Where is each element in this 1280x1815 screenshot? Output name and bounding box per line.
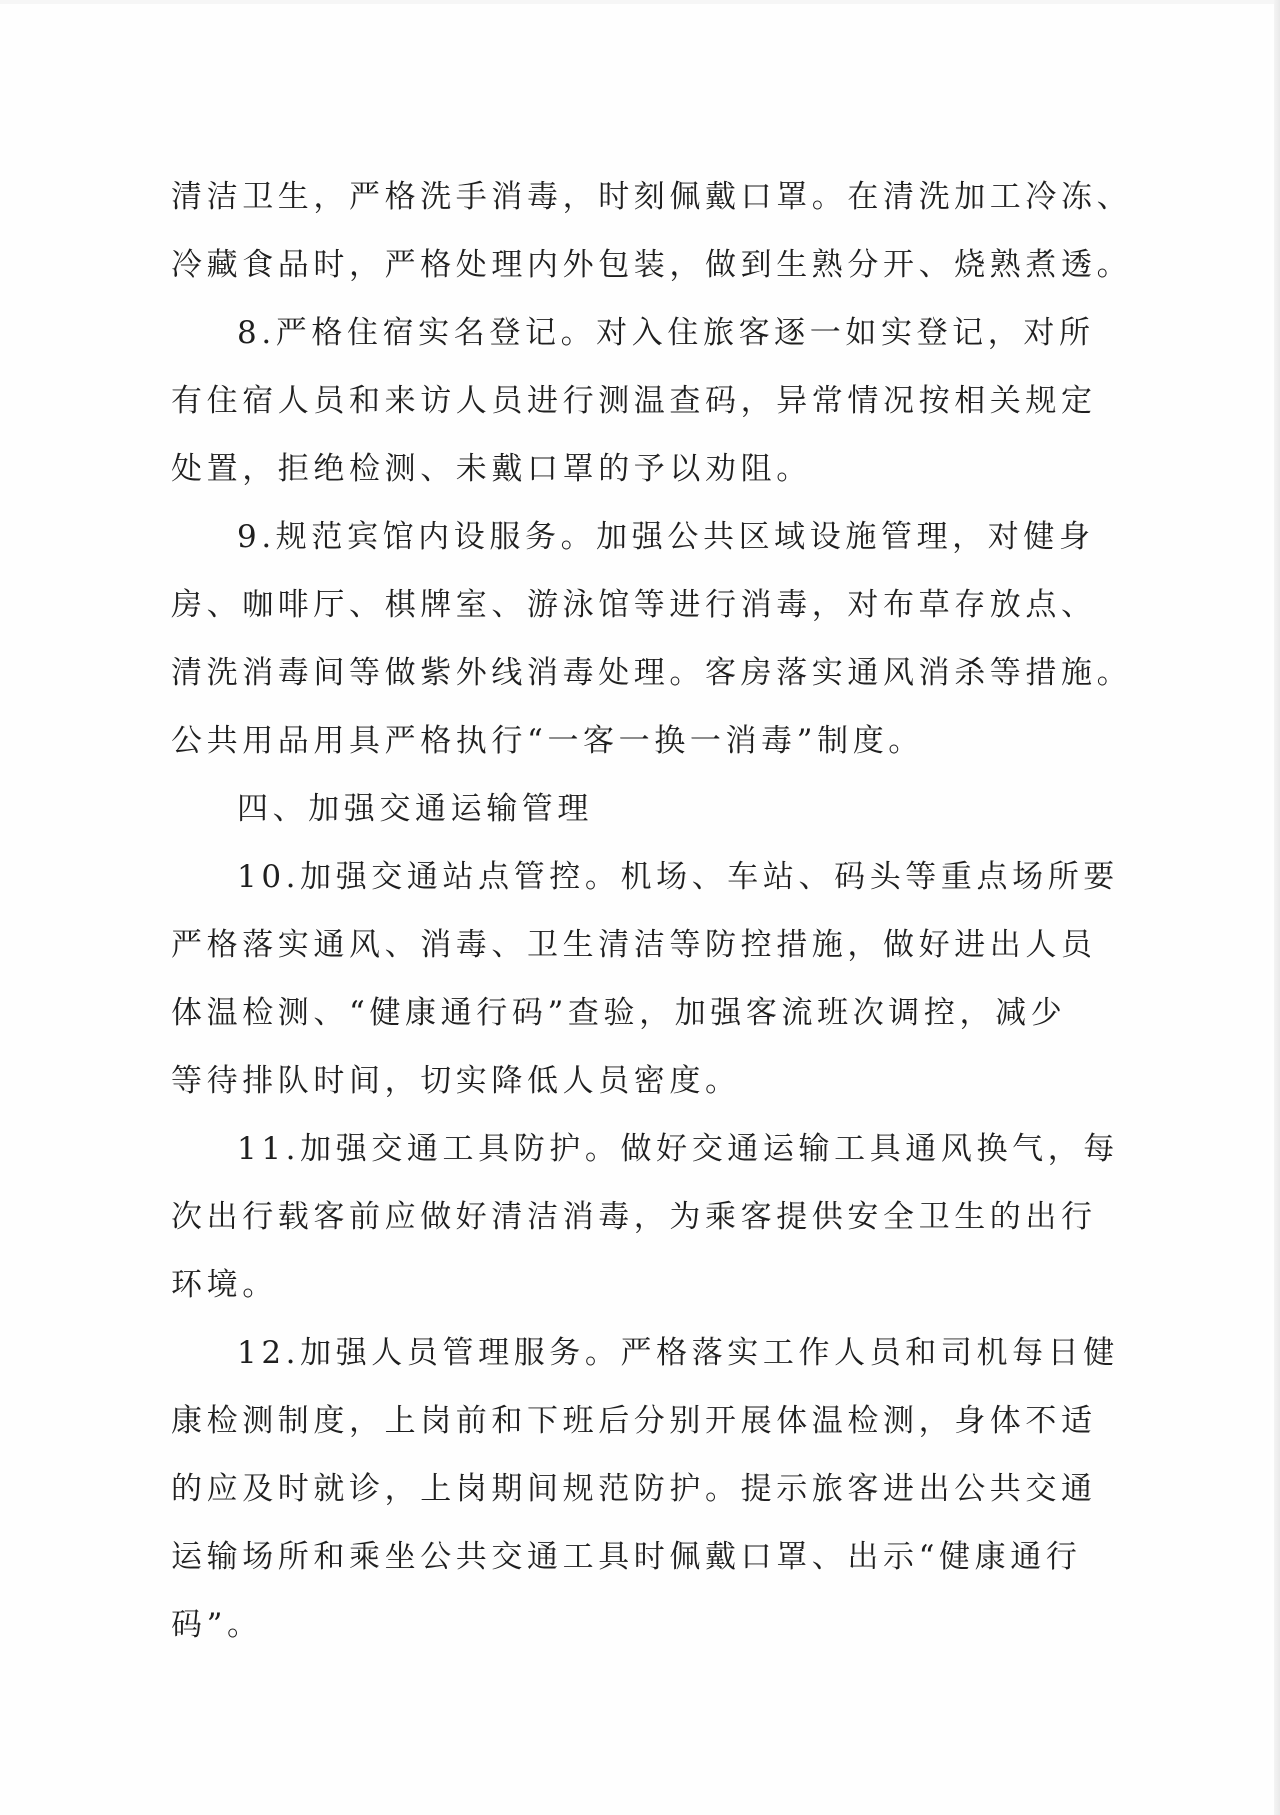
text-line: 10.加强交通站点管控。机场、车站、码头等重点场所要 [237,859,1119,895]
text-line: 环境。 [171,1267,278,1303]
text-line: 等待排队时间，切实降低人员密度。 [171,1063,741,1099]
text-line: 8.严格住宿实名登记。对入住旅客逐一如实登记，对所 [237,315,1095,351]
text-line: 处置，拒绝检测、未戴口罩的予以劝阻。 [171,451,812,487]
text-line: 严格落实通风、消毒、卫生清洁等防控措施，做好进出人员 [171,927,1097,963]
text-line: 有住宿人员和来访人员进行测温查码，异常情况按相关规定 [171,383,1097,419]
text-line: 体温检测、“健康通行码”查验，加强客流班次调控，减少 [171,995,1067,1031]
text-line: 码”。 [171,1607,263,1643]
text-line: 房、咖啡厅、棋牌室、游泳馆等进行消毒，对布草存放点、 [171,587,1097,623]
text-line: 运输场所和乘坐公共交通工具时佩戴口罩、出示“健康通行 [171,1539,1082,1575]
document-body [171,163,1133,1659]
text-line: 清洗消毒间等做紫外线消毒处理。客房落实通风消杀等措施。 [171,655,1133,691]
text-line: 四、加强交通运输管理 [237,791,593,827]
text-line: 公共用品用具严格执行“一客一换一消毒”制度。 [171,723,924,759]
text-line: 11.加强交通工具防护。做好交通运输工具通风换气，每 [237,1131,1119,1167]
text-line: 清洁卫生，严格洗手消毒，时刻佩戴口罩。在清洗加工冷冻、 [171,179,1133,215]
text-line: 次出行载客前应做好清洁消毒，为乘客提供安全卫生的出行 [171,1199,1097,1235]
page-right-edge [1274,0,1280,1815]
page-top-edge [0,0,1280,4]
text-line: 康检测制度，上岗前和下班后分别开展体温检测，身体不适 [171,1403,1097,1439]
text-line: 9.规范宾馆内设服务。加强公共区域设施管理，对健身 [237,519,1095,555]
text-line: 的应及时就诊，上岗期间规范防护。提示旅客进出公共交通 [171,1471,1097,1507]
text-line: 冷藏食品时，严格处理内外包装，做到生熟分开、烧熟煮透。 [171,247,1133,283]
text-line: 12.加强人员管理服务。严格落实工作人员和司机每日健 [237,1335,1119,1371]
